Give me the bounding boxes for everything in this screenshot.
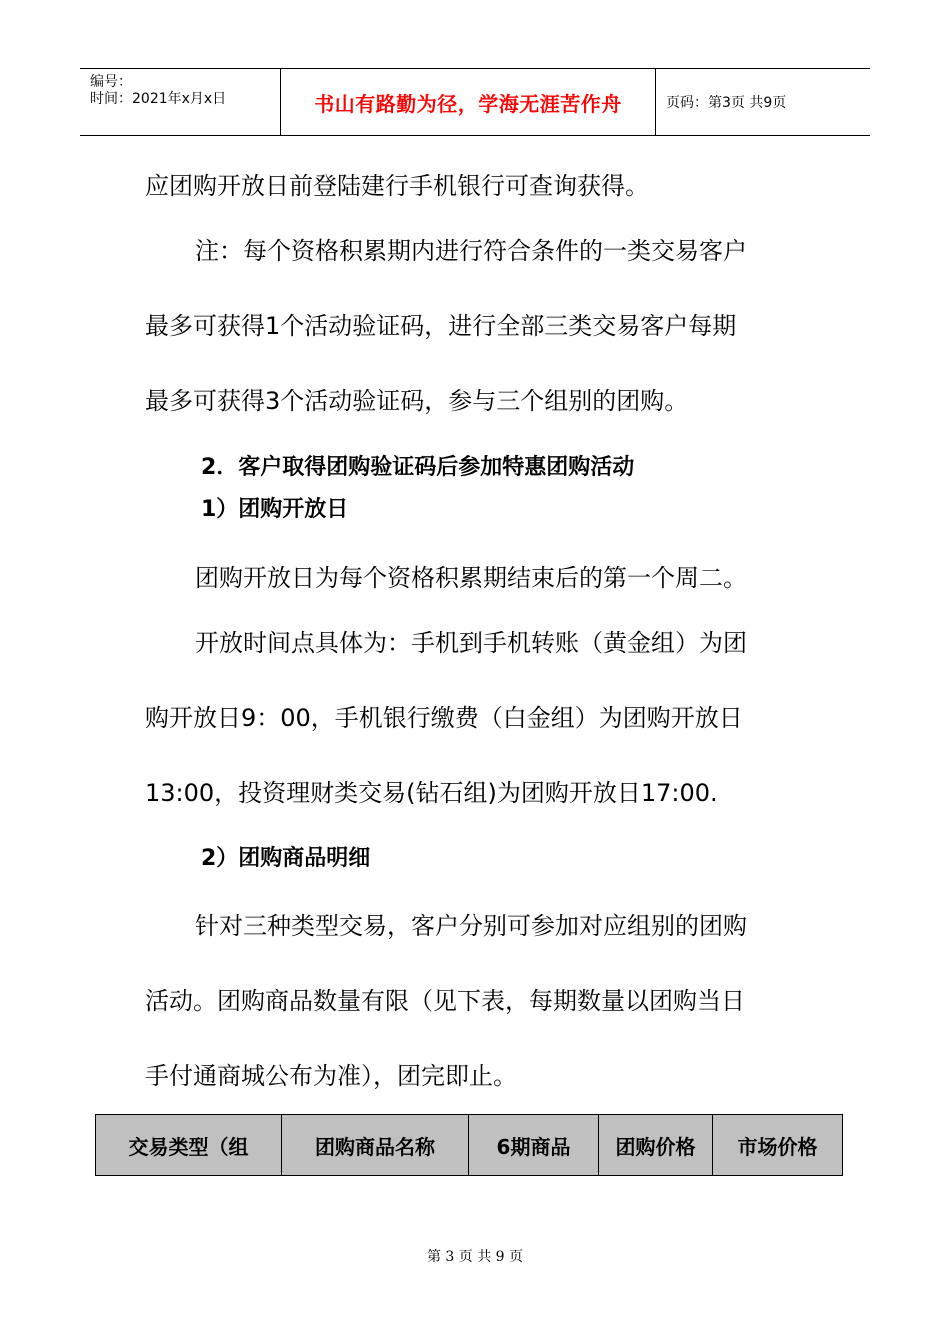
document-date: 时间：2021年x月x日	[90, 91, 227, 107]
paragraph-line: 13:00，投资理财类交易(钻石组)为团购开放日17:00.	[145, 779, 718, 807]
paragraph-line: 开放时间点具体为：手机到手机转账（黄金组）为团	[195, 629, 747, 657]
header-meta	[80, 69, 281, 135]
note-line: 最多可获得1个活动验证码，进行全部三类交易客户每期	[145, 312, 737, 340]
column-header-market-price: 市场价格	[737, 1134, 818, 1159]
paragraph-line: 活动。团购商品数量有限（见下表，每期数量以团购当日	[145, 987, 745, 1015]
paragraph-line: 针对三种类型交易，客户分别可参加对应组别的团购	[195, 912, 747, 940]
page-footer: 第 3 页 共 9 页	[426, 1249, 524, 1265]
goods-table-header	[95, 1114, 843, 1176]
column-header-period-goods: 6期商品	[469, 1115, 599, 1175]
header-page-info: 页码：第3页 共9页	[666, 95, 787, 111]
note-line: 最多可获得3个活动验证码，参与三个组别的团购。	[145, 387, 689, 415]
paragraph-line: 应团购开放日前登陆建行手机银行可查询获得。	[145, 172, 649, 200]
column-header-group-price: 团购价格	[599, 1115, 713, 1175]
note-line: 注：每个资格积累期内进行符合条件的一类交易客户	[195, 237, 747, 265]
paragraph-line: 手付通商城公布为准），团完即止。	[145, 1062, 517, 1090]
section-heading: 2．客户取得团购验证码后参加特惠团购活动	[201, 455, 635, 480]
paragraph-line: 团购开放日为每个资格积累期结束后的第一个周二。	[195, 564, 747, 592]
header-motto: 书山有路勤为径，学海无涯苦作舟	[281, 69, 656, 135]
paragraph-line: 购开放日9：00，手机银行缴费（白金组）为团购开放日	[145, 704, 743, 732]
subsection-heading: 1）团购开放日	[201, 497, 349, 522]
subsection-heading: 2）团购商品明细	[201, 846, 371, 871]
page-header	[80, 68, 870, 136]
column-header-transaction-type: 交易类型（组	[96, 1115, 282, 1175]
document-number-label: 编号：	[90, 74, 132, 90]
column-header-goods-name: 团购商品名称	[282, 1115, 469, 1175]
